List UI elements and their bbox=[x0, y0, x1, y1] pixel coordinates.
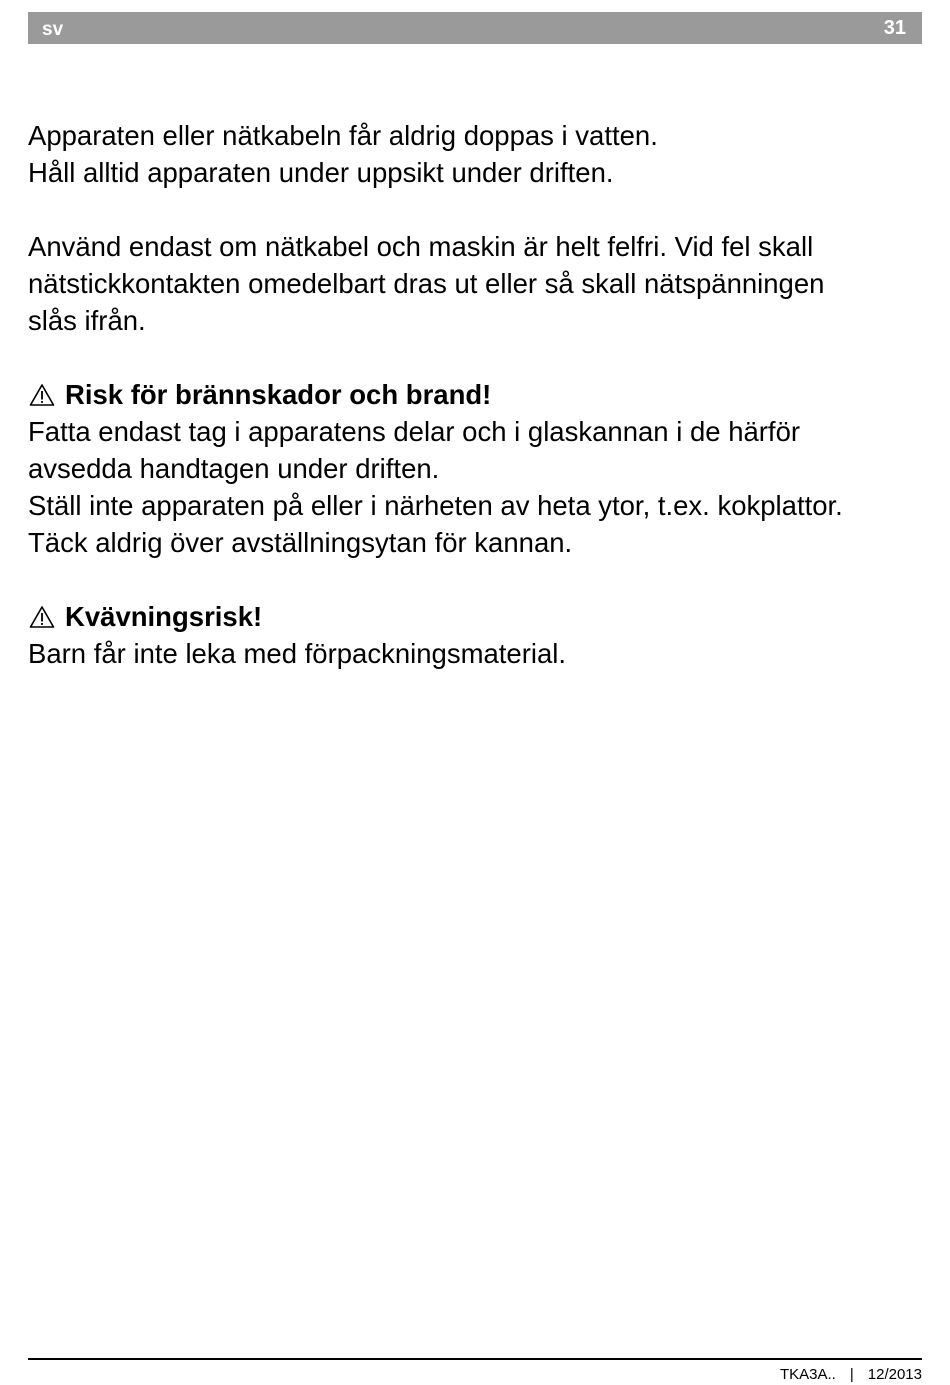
language-code: sv bbox=[42, 19, 64, 40]
paragraph-cable-line-1: Använd endast om nätkabel och maskin är helt felfri. Vid fel skall bbox=[28, 231, 814, 262]
warning-heading-suffocation-text: Kvävningsrisk! bbox=[65, 601, 263, 632]
warning-suffocation-line-1: Barn får inte leka med förpackningsmaterial. bbox=[28, 638, 567, 669]
warning-triangle-icon bbox=[29, 605, 55, 629]
header-bar bbox=[28, 12, 922, 44]
paragraph-cable-line-3: slås ifrån. bbox=[28, 305, 146, 336]
warning-heading-suffocation bbox=[28, 598, 928, 635]
footer-rule bbox=[28, 1358, 922, 1360]
footer-model: TKA3A.. bbox=[780, 1366, 836, 1383]
warning-burns-line-2: avsedda handtagen under driften. bbox=[28, 453, 440, 484]
warning-heading-burns-text: Risk för brännskador och brand! bbox=[65, 379, 492, 410]
warning-heading-burns bbox=[28, 376, 928, 413]
warning-triangle-icon bbox=[29, 383, 55, 407]
warning-burns-line-1: Fatta endast tag i apparatens delar och i glaskannan i de härför bbox=[28, 416, 801, 447]
paragraph-water: Apparaten eller nätkabeln får aldrig doppas i vatten. bbox=[28, 120, 658, 151]
warning-burns-line-3: Ställ inte apparaten på eller i närheten av heta ytor, t.ex. kokplattor. bbox=[28, 490, 843, 521]
paragraph-supervision: Håll alltid apparaten under uppsikt under driften. bbox=[28, 157, 614, 188]
footer-date: 12/2013 bbox=[867, 1366, 922, 1383]
warning-burns-line-4: Täck aldrig över avställningsytan för kannan. bbox=[28, 527, 573, 558]
footer bbox=[780, 1366, 922, 1383]
footer-separator: | bbox=[849, 1366, 854, 1383]
page-content bbox=[28, 117, 928, 672]
page-number: 31 bbox=[883, 17, 906, 39]
paragraph-cable-line-2: nätstickkontakten omedelbart dras ut eller så skall nätspänningen bbox=[28, 268, 825, 299]
